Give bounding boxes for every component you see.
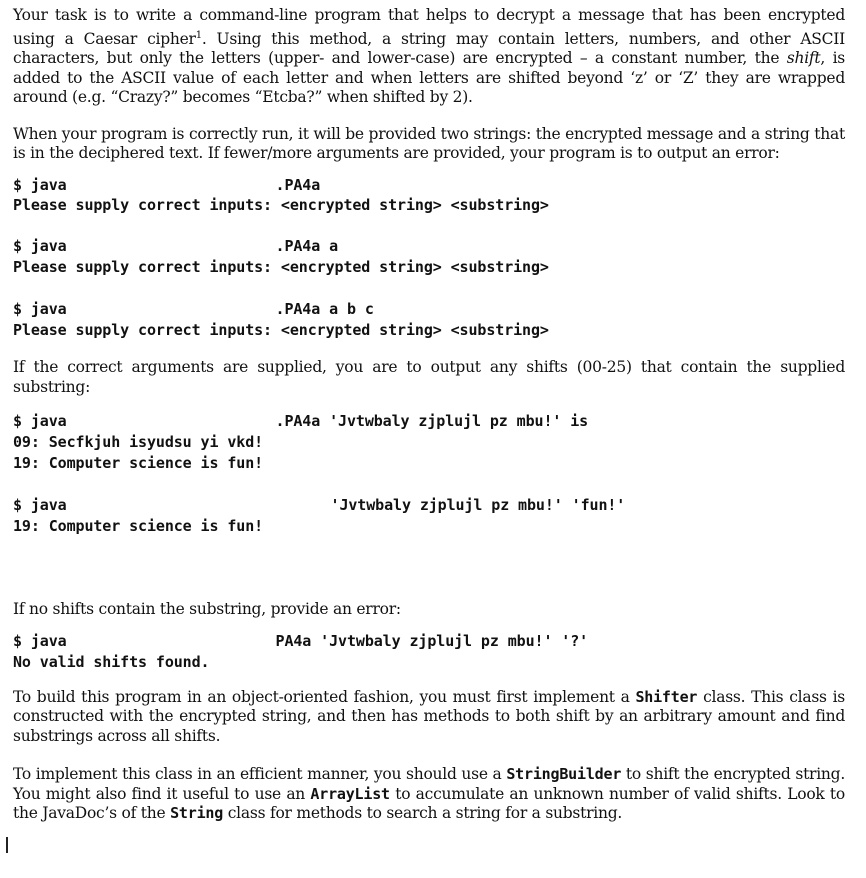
command-prompt: $ java [13,299,76,318]
shifter-paragraph [13,688,845,747]
command-prompt: $ java [13,412,76,431]
shift-output: 19: Computer science is fun! [13,516,264,535]
command-args: .PA4a 'Jvtwbaly zjplujl pz mbu!' is [275,412,589,431]
impl-text-c: to accumulate an unknown number of valid shifts. Look to the JavaDoc’s of the [13,784,845,823]
redacted-package [76,411,276,432]
shifter-class-name: Shifter [635,687,698,706]
arguments-paragraph: When your program is correctly run, it will be provided two strings: the encrypted message and a string that is in the deciphered text. If fewer/more arguments are provided, your program is to output an error: [13,124,845,163]
error-example-2 [13,236,845,278]
command-args: .PA4a [275,175,321,194]
valid-example-1 [13,411,845,473]
no-shifts-paragraph: If no shifts contain the substring, provide an error: [13,600,401,619]
impl-text-b: to shift the encrypted string. You might also find it useful to use an [13,765,845,803]
margin-change-bar [6,837,8,853]
shifter-text-a: To build this program in an object-oriented fashion, you must first implement a [13,687,636,706]
redacted-package [76,175,276,196]
intro-paragraph [13,6,845,108]
command-prompt: $ java [13,495,76,514]
string-code: String [170,804,224,823]
error-output: Please supply correct inputs: <encrypted string> <substring> [13,320,549,339]
impl-text-a: To implement this class in an efficient manner, you should use a [13,765,507,784]
error-output: Please supply correct inputs: <encrypted string> <substring> [13,258,549,277]
error-output: Please supply correct inputs: <encrypted string> <substring> [13,196,549,215]
command-args: .PA4a a b c [275,299,374,318]
command-prompt: $ java [13,175,76,194]
stringbuilder-code: StringBuilder [506,765,622,784]
assignment-document [13,6,845,824]
valid-example-2 [13,495,845,537]
shifter-text-b: class. This class is constructed with the encrypted string, and then has methods to both shift by an arbitrary amount and find substrings across all shifts. [13,687,845,745]
error-example-3 [13,299,845,341]
intro-text-b: . Using this method, a string may contain letters, numbers, and other ASCII characters, but only the letters (upper- and lower-case) are encrypted – a constant number, the [13,29,845,68]
footnote-marker: 1 [195,29,202,41]
command-prompt: $ java [13,631,76,650]
valid-args-paragraph: If the correct arguments are supplied, you are to output any shifts (00-25) that contain the supplied substring: [13,358,845,396]
implementation-paragraph [13,765,845,824]
redacted-package [76,631,276,652]
shift-output: 19: Computer science is fun! [13,454,264,473]
shift-output: 09: Secfkjuh isyudsu yi vkd! [13,433,264,452]
redacted-package [76,299,276,320]
command-prompt: $ java [13,237,76,256]
redacted-package [76,495,331,516]
shift-term: shift [786,49,821,68]
intro-text-a: Your task is to write a command-line program that helps to decrypt a message that has been encrypted using a Caesar cipher [13,6,845,48]
impl-text-d: class for methods to search a string for a substring. [223,804,623,823]
intro-text-c: , is added to the ASCII value of each letter and when letters are shifted beyond ‘z’ or ‘Z’ they are wrapped around (e.g. “Crazy?” becomes “Etcba?” when shifted by 2). [13,49,845,107]
redacted-package [76,236,276,257]
command-args: .PA4a a [275,237,339,256]
error-output: No valid shifts found. [13,652,210,671]
none-example [13,631,845,673]
command-args: 'Jvtwbaly zjplujl pz mbu!' 'fun!' [330,495,626,514]
error-example-1 [13,175,845,217]
arraylist-code: ArrayList [310,784,390,803]
command-args: PA4a 'Jvtwbaly zjplujl pz mbu!' '?' [275,631,589,650]
